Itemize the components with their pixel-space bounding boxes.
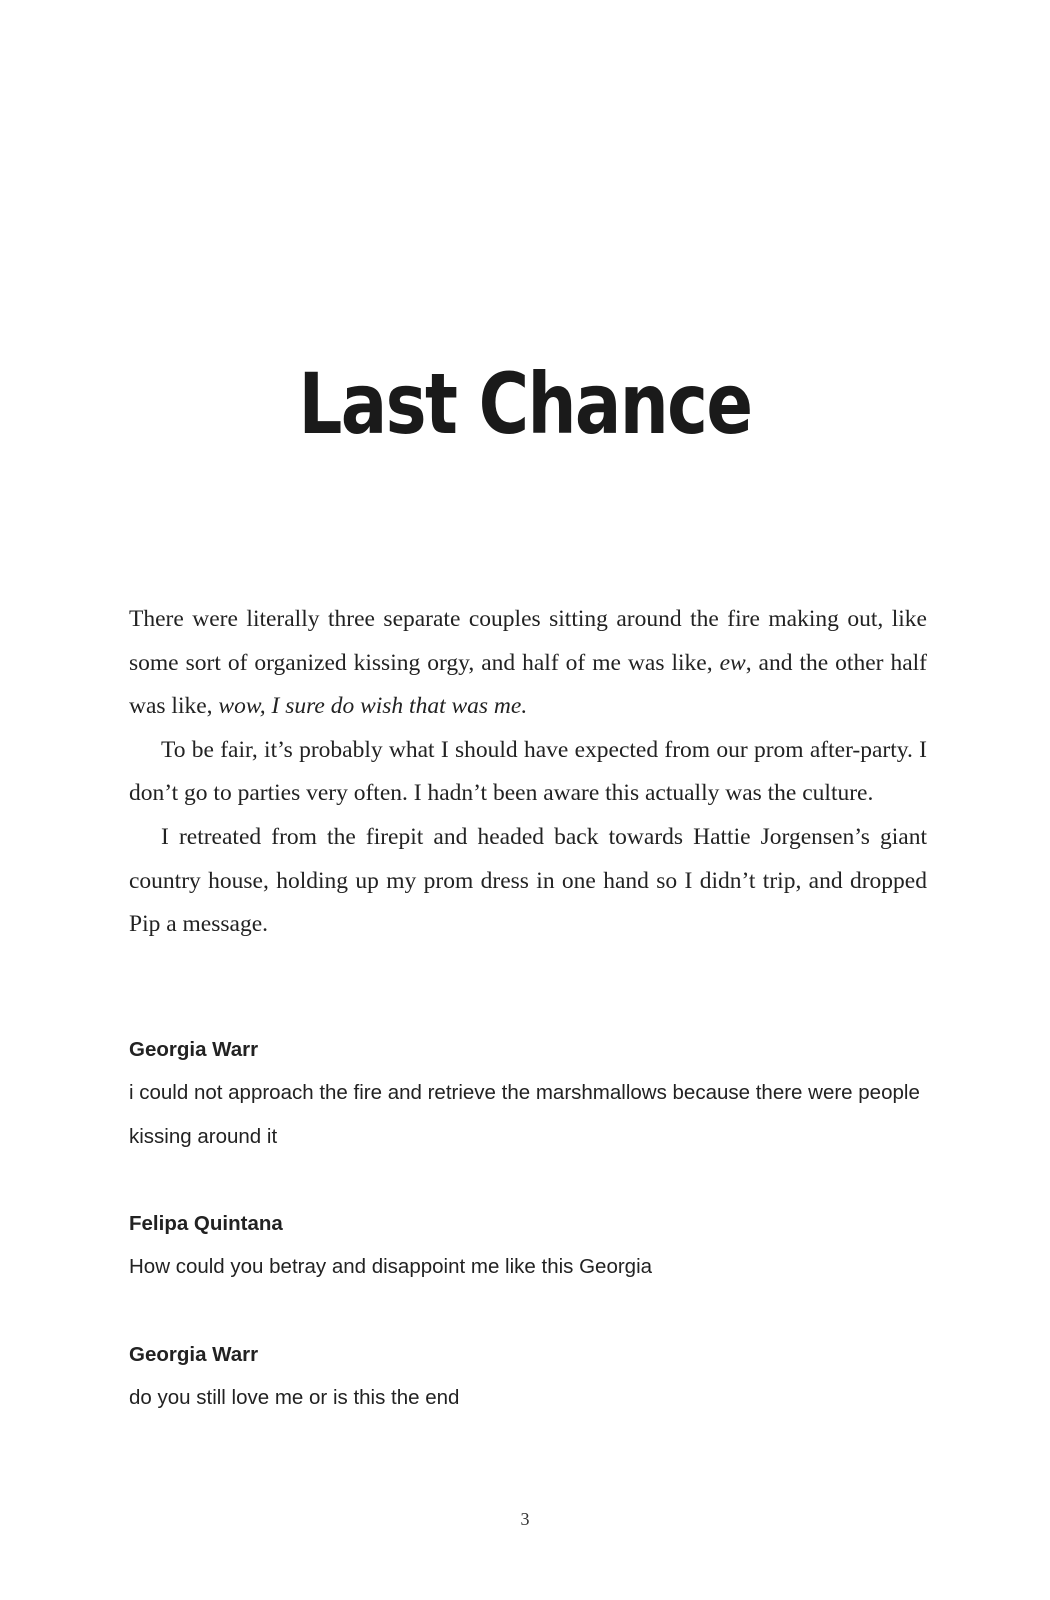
message-sender: Georgia Warr (129, 1038, 259, 1061)
paragraph-1-part-b: , and the other half was like, (129, 649, 927, 720)
paragraph-1 (129, 598, 927, 729)
message-block (129, 1209, 927, 1289)
message-text: i could not approach the fire and retrieve the marshmallows because there were people kissing around it (129, 1081, 920, 1148)
paragraph-1-emphasis-ew: ew (719, 649, 746, 676)
paragraph-3: I retreated from the firepit and headed back towards Hattie Jorgensen’s giant country house, holding up my prom dress in one hand so I didn’t trip, and dropped Pip a message. (129, 823, 927, 938)
message-text: How could you betray and disappoint me like this Georgia (129, 1255, 653, 1278)
page-number: 3 (520, 1509, 530, 1529)
narrative-text (129, 598, 927, 947)
paragraph-1-part-a: There were literally three separate couples sitting around the fire making out, like some sort of organized kissing orgy, and half of me was like, (129, 606, 927, 676)
message-sender: Georgia Warr (129, 1343, 259, 1366)
message-block (129, 1340, 927, 1420)
message-block (129, 1035, 927, 1158)
message-sender: Felipa Quintana (129, 1212, 283, 1235)
paragraph-2: To be fair, it’s probably what I should have expected from our prom after-party. I don’t go to parties very often. I hadn’t been aware this actually was the culture. (129, 736, 927, 807)
paragraph-1-emphasis-wish: wow, I sure do wish that was me. (218, 693, 528, 720)
message-text: do you still love me or is this the end (129, 1386, 460, 1409)
chapter-title: Last Chance (298, 355, 752, 453)
